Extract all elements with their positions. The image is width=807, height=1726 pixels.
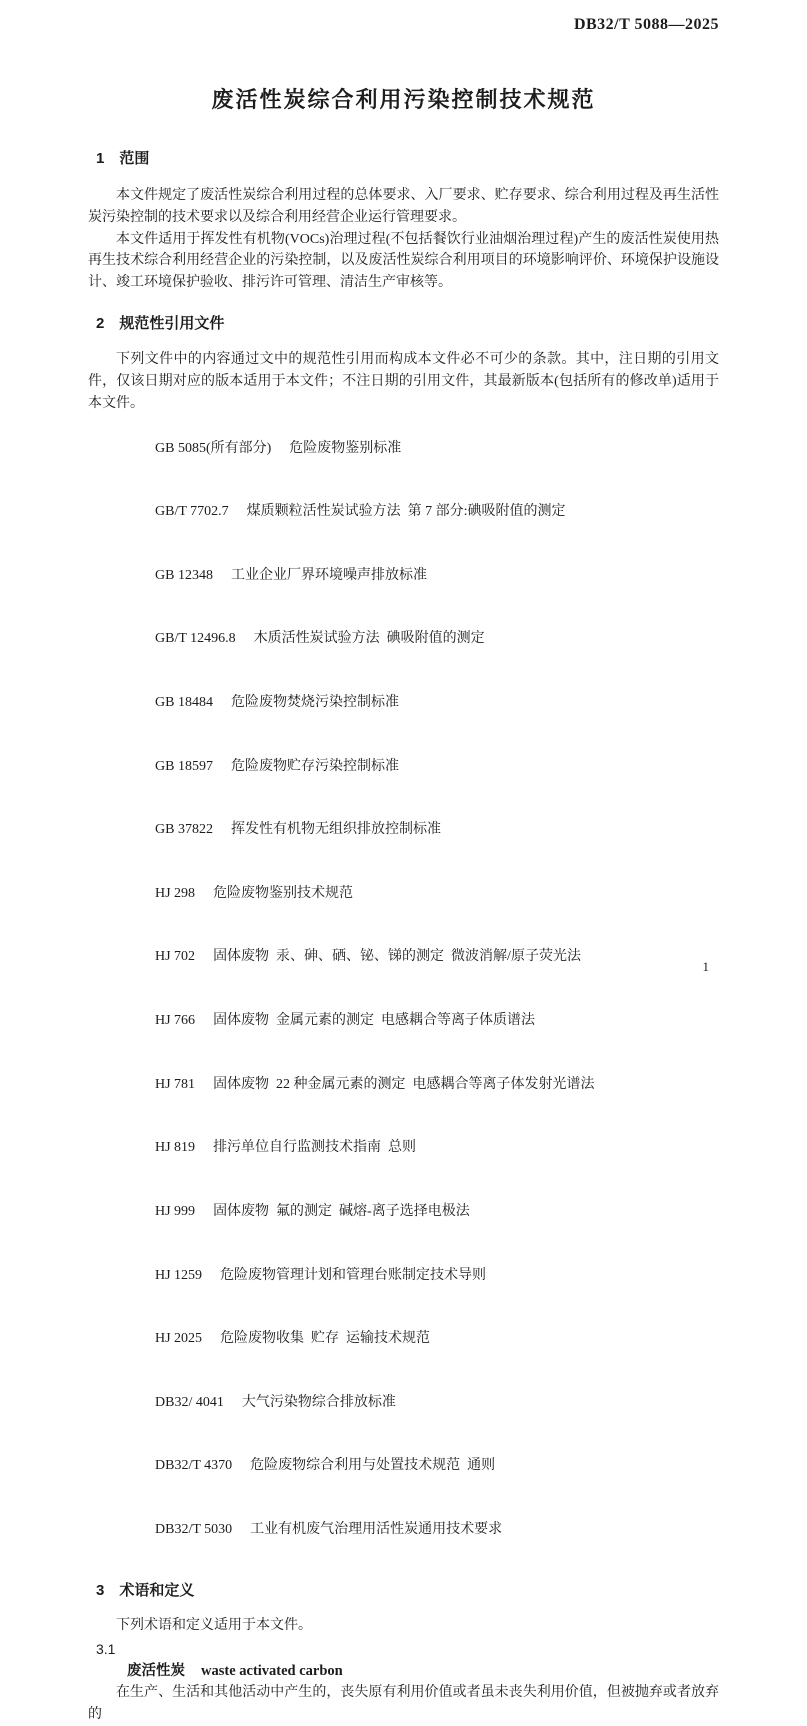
reference-title: 危险废物焚烧污染控制标准	[230, 695, 399, 711]
reference-item	[127, 480, 719, 544]
reference-item	[127, 1307, 719, 1371]
standard-number: DB32/T 5088—2025	[573, 16, 719, 33]
reference-code: GB 5085(所有部分)	[155, 440, 272, 456]
term-english: waste activated carbon	[201, 1663, 343, 1680]
reference-title: 工业企业厂界环境噪声排放标准	[230, 567, 427, 583]
reference-code: DB32/ 4041	[155, 1394, 224, 1410]
section-1-number: 1	[96, 150, 105, 167]
reference-item	[127, 989, 719, 1053]
reference-item	[127, 1052, 719, 1116]
term-definition: 在生产、生活和其他活动中产生的，丧失原有利用价值或者虽未丧失利用价值，但被抛弃或者放弃的	[88, 1685, 719, 1722]
reference-item	[127, 734, 719, 798]
reference-code: GB/T 12496.8	[155, 631, 236, 647]
reference-item	[127, 607, 719, 671]
reference-title: 固体废物 22 种金属元素的测定 电感耦合等离子体发射光谱法	[213, 1076, 595, 1092]
reference-item	[127, 798, 719, 862]
section-1-heading	[88, 149, 719, 169]
reference-item	[127, 1243, 719, 1307]
reference-code: HJ 999	[155, 1203, 196, 1219]
reference-title: 煤质颗粒活性炭试验方法 第 7 部分:碘吸附值的测定	[246, 504, 566, 520]
terms-intro: 下列术语和定义适用于本文件。	[116, 1618, 312, 1634]
reference-code: HJ 298	[155, 885, 196, 901]
section-3-title: 术语和定义	[119, 1582, 195, 1600]
reference-title: 固体废物 氟的测定 碱熔-离子选择电极法	[213, 1203, 470, 1219]
reference-title: 大气污染物综合排放标准	[241, 1394, 396, 1410]
reference-item	[127, 925, 719, 989]
section-1-title: 范围	[119, 150, 150, 167]
page-title: 废活性炭综合利用污染控制技术规范	[211, 87, 596, 112]
reference-item	[127, 544, 719, 608]
reference-code: HJ 766	[155, 1013, 196, 1029]
section-2-heading	[88, 314, 719, 334]
reference-title: 工业有机废气治理用活性炭通用技术要求	[250, 1521, 503, 1537]
term-chinese: 废活性炭	[127, 1663, 185, 1680]
reference-code: GB 12348	[155, 567, 213, 583]
reference-title: 固体废物 汞、砷、硒、铋、锑的测定 微波消解/原子荧光法	[213, 949, 581, 965]
section-3-number: 3	[96, 1582, 105, 1600]
reference-item	[127, 862, 719, 926]
reference-title: 排污单位自行监测技术指南 总则	[213, 1140, 417, 1156]
reference-code: HJ 1259	[155, 1267, 203, 1283]
reference-code: GB/T 7702.7	[155, 504, 229, 520]
reference-item	[127, 1434, 719, 1498]
reference-code: DB32/T 4370	[155, 1458, 233, 1474]
section-2-number: 2	[96, 314, 105, 332]
reference-item	[127, 1498, 719, 1562]
reference-item	[127, 416, 719, 480]
clause-number: 3.1	[96, 1641, 116, 1658]
reference-title: 危险废物收集 贮存 运输技术规范	[220, 1331, 431, 1347]
references-intro: 下列文件中的内容通过文中的规范性引用而构成本文件必不可少的条款。其中，注日期的引用文件，仅该日期对应的版本适用于本文件；不注日期的引用文件，其最新版本(包括所有的修改单)适用于本文件。	[88, 351, 719, 411]
reference-code: GB 18484	[155, 695, 213, 711]
reference-title: 挥发性有机物无组织排放控制标准	[230, 822, 441, 838]
reference-code: HJ 2025	[155, 1331, 203, 1347]
term-line	[88, 1661, 719, 1682]
section-3-heading	[88, 1581, 719, 1601]
section-2-title: 规范性引用文件	[119, 314, 225, 332]
reference-title: 木质活性炭试验方法 碘吸附值的测定	[253, 631, 485, 647]
scope-paragraph-1: 本文件规定了废活性炭综合利用过程的总体要求、入厂要求、贮存要求、综合利用过程及再生活性炭污染控制的技术要求以及综合利用经营企业运行管理要求。	[88, 188, 719, 225]
reference-title: 危险废物贮存污染控制标准	[230, 758, 399, 774]
reference-code: DB32/T 5030	[155, 1521, 233, 1537]
reference-item	[127, 671, 719, 735]
reference-code: GB 37822	[155, 822, 213, 838]
reference-item	[127, 1116, 719, 1180]
scope-paragraph-2: 本文件适用于挥发性有机物(VOCs)治理过程(不包括餐饮行业油烟治理过程)产生的废活性炭使用热再生技术综合利用经营企业的污染控制，以及废活性炭综合利用项目的环境影响评价、环境保护设施设计、竣工环境保护验收、排污许可管理、清洁生产审核等。	[88, 231, 719, 291]
reference-code: HJ 781	[155, 1076, 196, 1092]
reference-code: HJ 702	[155, 949, 196, 965]
reference-item	[127, 1180, 719, 1244]
reference-item	[127, 1371, 719, 1435]
reference-title: 固体废物 金属元素的测定 电感耦合等离子体质谱法	[213, 1013, 536, 1029]
page-number: 1	[702, 959, 709, 974]
reference-title: 危险废物管理计划和管理台账制定技术导则	[220, 1267, 487, 1283]
references-list	[88, 416, 719, 1561]
reference-code: GB 18597	[155, 758, 213, 774]
reference-title: 危险废物鉴别标准	[289, 440, 402, 456]
reference-title: 危险废物鉴别技术规范	[213, 885, 354, 901]
reference-title: 危险废物综合利用与处置技术规范 通则	[250, 1458, 496, 1474]
reference-code: HJ 819	[155, 1140, 196, 1156]
